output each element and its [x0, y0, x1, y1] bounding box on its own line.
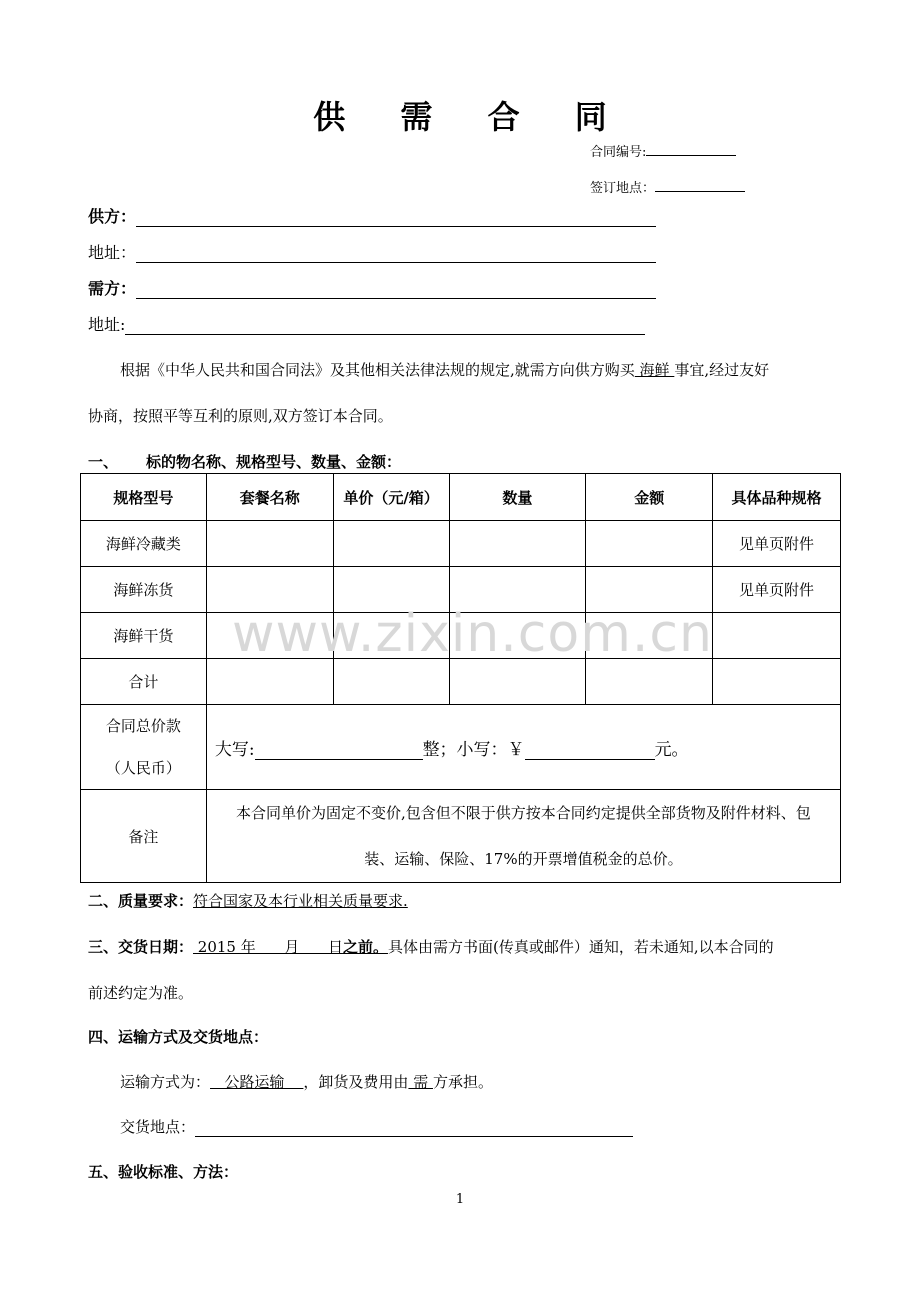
transport-mid: ，卸货及费用由 [303, 1073, 409, 1091]
page-number: 1 [455, 1192, 465, 1207]
transport-party: 需 [408, 1073, 433, 1091]
buyer-address-blank[interactable] [125, 318, 645, 335]
contract-number [590, 141, 736, 160]
section-3-rest: 具体由需方书面(传真或邮件）通知，若未通知,以本合同的 [387, 938, 774, 956]
total-upper-blank[interactable] [255, 741, 423, 760]
contract-number-blank[interactable] [646, 141, 736, 156]
buyer-blank[interactable] [136, 282, 656, 299]
section-1-title: 标的物名称、规格型号、数量、金额： [146, 453, 402, 471]
total-price-label-2: （人民币） [105, 759, 181, 777]
row-quantity-cell[interactable] [449, 521, 586, 567]
buyer-label: 需方： [88, 279, 137, 298]
section-5-heading: 五、验收标准、方法： [88, 1163, 239, 1181]
row-price-cell[interactable] [333, 659, 449, 705]
row-spec: 海鲜干货 [81, 613, 207, 659]
contract-number-label: 合同编号: [590, 145, 647, 160]
total-price-row [81, 705, 841, 790]
sign-place-blank[interactable] [655, 177, 745, 192]
section-1-heading [88, 451, 401, 472]
intro-text-a: 根据《中华人民共和国合同法》及其他相关法律法规的规定,就需方向供方购买 [120, 361, 635, 379]
row-note: 见单页附件 [713, 567, 841, 613]
section-1-number: 一、 [88, 453, 119, 471]
total-mid-text: 整；小写：￥ [422, 739, 525, 760]
total-upper-label: 大写: [214, 739, 255, 760]
supplier-label: 供方： [88, 207, 137, 226]
section-3-date: 2015 年 月 日 [193, 938, 343, 956]
section-3 [88, 936, 834, 957]
watermark: www.zixin.com.cn [232, 604, 713, 664]
row-note [713, 659, 841, 705]
delivery-place-row [120, 1116, 866, 1137]
remark-line-1: 本合同单价为固定不变价,包含但不限于供方按本合同约定提供全部货物及附件材料、包 [236, 804, 811, 822]
page-title: 供 需 合 同 [313, 98, 629, 136]
supplier-blank[interactable] [136, 210, 656, 227]
sign-place [590, 177, 745, 196]
intro-line-1 [88, 359, 834, 380]
buyer-address-label: 地址: [88, 315, 126, 334]
supplier-address-row [88, 240, 656, 263]
remark-content [206, 790, 840, 883]
table-row [81, 521, 841, 567]
goods-table [80, 473, 841, 883]
row-quantity-cell[interactable] [449, 659, 586, 705]
section-4-heading: 四、运输方式及交货地点： [88, 1028, 269, 1046]
buyer-row [88, 276, 656, 299]
supplier-row [88, 204, 656, 227]
row-note [713, 613, 841, 659]
transport-value: 公路运输 [210, 1073, 304, 1091]
sign-place-label: 签订地点： [590, 181, 656, 196]
total-price-label [81, 705, 207, 790]
section-2 [88, 890, 834, 911]
row-package-cell[interactable] [206, 659, 333, 705]
row-amount-cell[interactable] [586, 659, 713, 705]
delivery-place-blank[interactable] [195, 1120, 633, 1137]
intro-line-2: 协商，按照平等互利的原则,双方签订本合同。 [88, 407, 393, 425]
section-3-label: 三、交货日期： [88, 938, 194, 956]
remark-row [81, 790, 841, 883]
row-price-cell[interactable] [333, 521, 449, 567]
section-3-line-2: 前述约定为准。 [88, 984, 194, 1002]
row-spec: 海鲜冷藏类 [81, 521, 207, 567]
row-package-cell[interactable] [206, 521, 333, 567]
total-price-label-1: 合同总价款 [105, 717, 181, 735]
total-price-value [206, 705, 840, 790]
total-end-text: 元。 [654, 739, 689, 760]
supplier-address-blank[interactable] [136, 246, 656, 263]
total-lower-blank[interactable] [525, 741, 655, 760]
section-3-date-suffix: 之前。 [342, 938, 388, 956]
supplier-address-label: 地址： [88, 243, 137, 262]
section-2-label: 二、质量要求： [88, 892, 194, 910]
delivery-place-label: 交货地点： [120, 1118, 196, 1136]
header-package: 套餐名称 [206, 474, 333, 521]
remark-label: 备注 [81, 790, 207, 883]
row-spec: 海鲜冻货 [81, 567, 207, 613]
header-spec: 规格型号 [81, 474, 207, 521]
row-spec: 合计 [81, 659, 207, 705]
table-header-row [81, 474, 841, 521]
header-detail: 具体品种规格 [713, 474, 841, 521]
row-note: 见单页附件 [713, 521, 841, 567]
row-amount-cell[interactable] [586, 521, 713, 567]
transport-label: 运输方式为： [120, 1073, 211, 1091]
transport-row [120, 1071, 866, 1092]
buyer-address-row [88, 312, 645, 335]
intro-text-b: 事宜,经过友好 [674, 361, 770, 379]
header-quantity: 数量 [449, 474, 586, 521]
table-row-total [81, 659, 841, 705]
intro-goods: 海鲜 [634, 361, 675, 379]
transport-end: 方承担。 [432, 1073, 493, 1091]
remark-line-2: 装、运输、保险、17%的开票增值税金的总价。 [364, 850, 683, 868]
header-price: 单价（元/箱） [333, 474, 449, 521]
section-2-value: 符合国家及本行业相关质量要求. [193, 892, 408, 910]
header-amount: 金额 [586, 474, 713, 521]
